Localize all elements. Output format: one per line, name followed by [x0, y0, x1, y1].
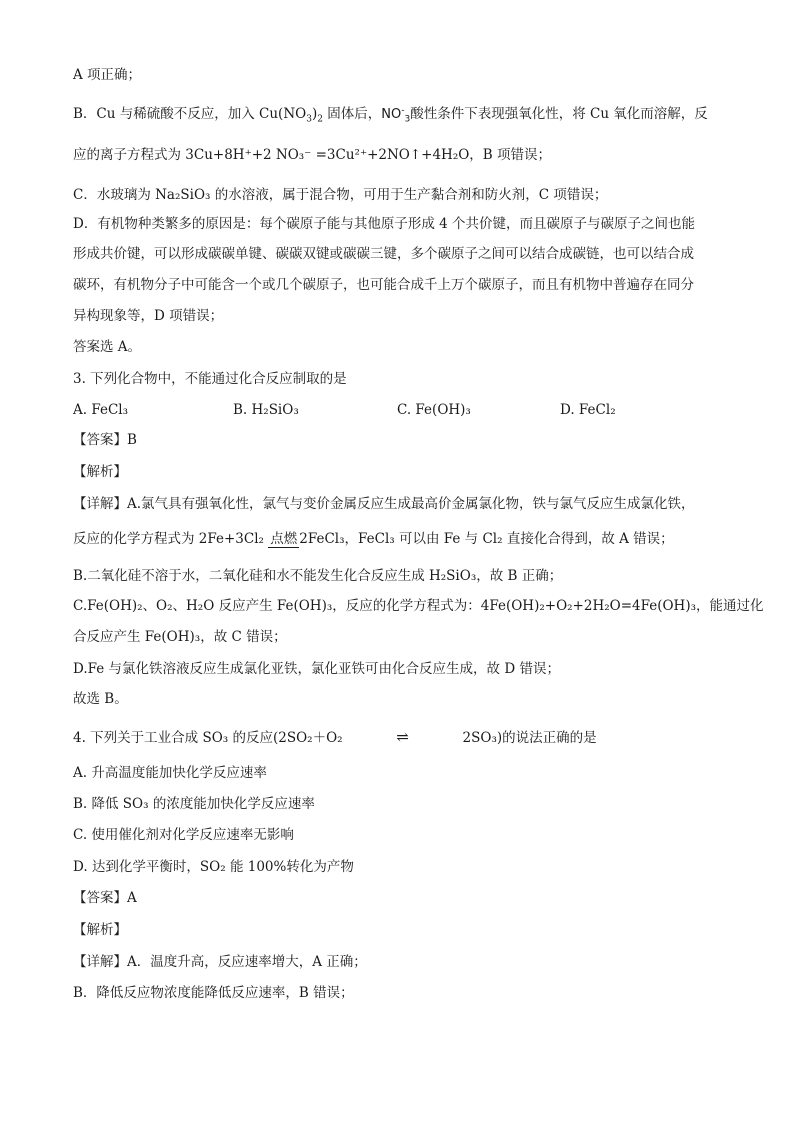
- q2-option-d-line1: D．有机物种类繁多的原因是：每个碳原子能与其他原子形成 4 个共价键，而且碳原子与碳原子之间也能: [73, 216, 695, 232]
- q3-detail-line1: 【详解】A.氯气具有强氧化性，氯气与变价金属反应生成最高价金属氯化物，铁与氯气反应生成氯化铁，: [73, 496, 695, 512]
- q2-option-d-line4: 异构现象等，D 项错误；: [73, 308, 224, 324]
- q2-b-sub2: 2: [317, 114, 323, 125]
- q2-option-b-line2: 应的离子方程式为 3Cu+8H⁺+2 NO₃⁻ =3Cu²⁺+2NO↑+4H₂O，B 项错误；: [73, 147, 552, 163]
- q2-b-sub1: 3: [306, 114, 312, 125]
- q2-option-d-line3: 碳环，有机物分子中可能含一个或几个碳原子，也可能合成千上万个碳原子，而且有机物中普遍存在同分: [73, 277, 694, 293]
- q4-answer: 【答案】A: [73, 890, 137, 906]
- q4-option-d: D. 达到化学平衡时，SO₂ 能 100%转化为产物: [73, 859, 354, 875]
- q3-option-d: D. FeCl₂: [560, 402, 616, 418]
- q2-answer: 答案选 A。: [73, 339, 142, 355]
- q2-option-a-conclusion: A 项正确；: [73, 67, 142, 83]
- q4-equilibrium-arrow: [343, 728, 463, 747]
- q3-detail-line5: 合反应产生 Fe(OH)₃，故 C 错误；: [73, 629, 287, 645]
- q3-conclusion: 故选 B。: [73, 691, 128, 707]
- q4-stem: [73, 728, 723, 747]
- q4-stem-pre: 4. 下列关于工业合成 SO₃ 的反应(2SO₂＋O₂: [73, 730, 343, 746]
- q2-option-b-line1: [73, 105, 723, 124]
- q4-analysis-label: 【解析】: [73, 922, 127, 938]
- q4-stem-post: 2SO₃)的说法正确的是: [462, 730, 597, 746]
- q3-option-a: A. FeCl₃: [73, 402, 129, 418]
- q2-b-ion-sub: 3: [404, 114, 411, 125]
- q4-option-a: A. 升高温度能加快化学反应速率: [73, 765, 267, 781]
- q2-option-d-line2: 形成共价键，可以形成碳碳单键、碳碳双键或碳碳三键，多个碳原子之间可以结合成碳链，也可以结合成: [73, 246, 694, 262]
- q2-b-text-rest: 酸性条件下表现强氧化性，将 Cu 氧化而溶解，反: [410, 106, 708, 122]
- q2-option-c: C．水玻璃为 Na₂SiO₃ 的水溶液，属于混合物，可用于生产黏合剂和防火剂，C 项错误；: [73, 187, 608, 203]
- q3-eq-condition: 点燃: [270, 531, 298, 547]
- q4-detail-line1: 【详解】A．温度升高，反应速率增大，A 正确；: [73, 954, 367, 970]
- q4-arrow-glyph: ⇌: [396, 728, 409, 746]
- q3-answer: 【答案】B: [73, 432, 137, 448]
- q3-option-c: C. Fe(OH)₃: [397, 402, 471, 418]
- q3-eq-pre: 反应的化学方程式为 2Fe+3Cl₂: [73, 531, 269, 547]
- q2-b-nitrate-ion: [381, 105, 411, 125]
- q4-option-c: C. 使用催化剂对化学反应速率无影响: [73, 827, 294, 843]
- q3-detail-line4: C.Fe(OH)₂、O₂、H₂O 反应产生 Fe(OH)₃，反应的化学方程式为：4Fe(OH)₂+O₂+2H₂O=4Fe(OH)₃，能通过化: [73, 598, 764, 614]
- q2-b-ion-base: NO: [381, 107, 402, 122]
- q2-b-text-end: 固体后，: [322, 106, 382, 122]
- q3-eq-post: 2FeCl₃，FeCl₃ 可以由 Fe 与 Cl₂ 直接化合得到，故 A 错误；: [299, 531, 674, 547]
- q4-detail-line2: B．降低反应物浓度能降低反应速率，B 错误；: [73, 985, 354, 1001]
- q3-detail-line6: D.Fe 与氯化铁溶液反应生成氯化亚铁，氯化亚铁可由化合反应生成，故 D 错误；: [73, 661, 560, 677]
- q3-option-b: B. H₂SiO₃: [233, 402, 299, 418]
- q3-analysis-label: 【解析】: [73, 464, 127, 480]
- q3-detail-line2: [73, 530, 723, 548]
- q3-stem: 3. 下列化合物中，不能通过化合反应制取的是: [73, 371, 347, 387]
- q2-b-text-pre: B．Cu 与稀硫酸不反应，加入 Cu(NO: [73, 106, 307, 122]
- q3-detail-line3: B.二氧化硅不溶于水，二氧化硅和水不能发生化合反应生成 H₂SiO₃，故 B 正确；: [73, 568, 563, 584]
- q2-b-paren: ): [311, 106, 318, 122]
- q2-b-ion-sup: -: [401, 105, 405, 116]
- q4-option-b: B. 降低 SO₃ 的浓度能加快化学反应速率: [73, 796, 315, 812]
